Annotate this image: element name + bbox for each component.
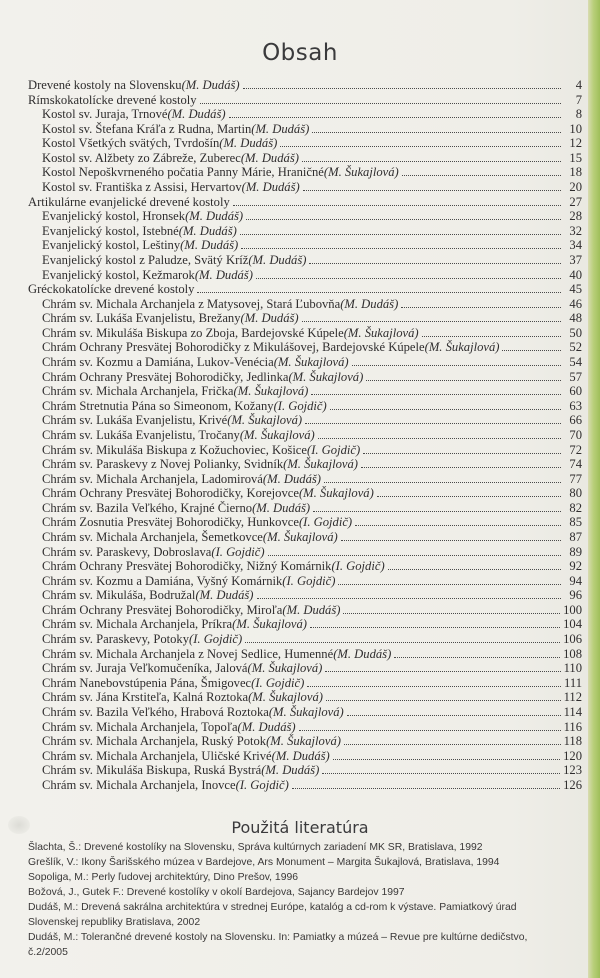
toc-entry-author: (M. Dudáš) [178,223,237,238]
toc-leader-dots [330,399,561,410]
toc-leader-dots [502,340,561,351]
toc-entry-title: Chrám sv. Michala Archanjela, Príkra [42,617,233,632]
toc-entry-title: Chrám Nanebovstúpenia Pána, Šmigovec [42,675,252,690]
literature-item: č.2/2005 [28,947,68,958]
toc-entry-author: (M. Šukajlová) [239,427,315,442]
toc-entry-page: 37 [569,252,582,267]
toc-entry-page: 50 [569,325,582,340]
toc-entry-page: 108 [563,646,582,661]
toc-entry-author: (M. Šukajlová) [424,340,500,355]
toc-entry-title: Chrám sv. Kozmu a Damiána, Lukov-Venécia [42,355,274,370]
toc-entry-title: Chrám sv. Lukáša Evanjelistu, Krivé [42,413,228,428]
toc-entry-author: (M. Šukajlová) [262,529,338,544]
toc-entry-author: (I. Gojdič) [282,573,336,588]
literature-item: Grešlík, V.: Ikony Šarišského múzea v Bardejove, Ars Monument – Margita Šukajlová, Bratislava, 1994 [28,857,500,868]
toc-entry-author: (M. Šukajlová) [283,457,358,472]
toc-leader-dots [366,370,561,381]
literature-item: Dudáš, M.: Drevená sakrálna architektúra v strednej Európe, katalóg a cd-rom k výstave. Pamiatkový úrad [28,902,517,913]
toc-entry-title: Rímskokatolícke drevené kostoly [28,92,197,107]
toc-leader-dots [257,588,562,599]
toc-entry-author: (I. Gojdič) [331,559,385,574]
toc-entry-title: Kostol sv. Františka z Assisi, Hervartov [42,180,242,195]
toc-entry-page: 18 [569,165,582,180]
toc-leader-dots [233,195,561,206]
toc-title: Obsah [262,40,338,66]
toc-leader-dots [355,515,561,526]
toc-leader-dots [341,530,561,541]
toc-entry-title: Chrám Ochrany Presvätej Bohorodičky z Mikulášovej, Bardejovské Kúpele [42,340,425,355]
toc-leader-dots [311,384,561,395]
toc-entry-author: (M. Dudáš) [185,209,244,224]
toc-leader-dots [318,428,561,439]
toc-entry-page: 15 [569,150,582,165]
toc-entry-page: 46 [569,296,582,311]
toc-leader-dots [245,632,560,643]
toc-entry-author: (M. Dudáš) [262,471,321,486]
literature-item: Šlachta, Š.: Drevené kostolíky na Slovensku, Správa kultúrnych zariadení MK SR, Bratislava, 1992 [28,842,483,853]
toc-entry-title: Drevené kostoly na Slovensku [28,78,182,92]
toc-entry-title: Chrám sv. Michala Archanjela, Ruský Potok [42,734,267,749]
toc-entry-title: Chrám sv. Michala Archanjela, Šemetkovce [42,529,263,544]
toc-leader-dots [302,151,561,162]
toc-entry-page: 40 [569,267,582,282]
toc-entry-page: 96 [569,588,582,603]
toc-entry-title: Chrám Ochrany Presvätej Bohorodičky, Jedlinka [42,369,289,384]
toc-leader-dots [313,501,561,512]
toc-entry [42,310,582,326]
toc-entry-author: (I. Gojdič) [211,544,265,559]
toc-leader-dots [246,209,561,220]
toc-leader-dots [243,78,561,89]
toc-entry-author: (M. Dudáš) [237,719,296,734]
toc-entry-author: (M. Šukajlová) [247,661,323,676]
toc-entry [42,558,582,574]
toc-leader-dots [344,734,561,745]
toc-leader-dots [312,122,561,133]
literature-item: Dudáš, M.: Tolerančné drevené kostoly na Slovensku. In: Pamiatky a múzeá – Revue pre kultúrne dedičstvo, [28,932,528,943]
toc-entry-title: Evanjelický kostol z Paludze, Svätý Kríž [42,252,249,267]
toc-leader-dots [309,253,561,264]
toc-entry-author: (I. Gojdič) [298,515,353,530]
toc-entry-page: 111 [564,675,582,690]
literature-item: Slovenskej republiky Bratislava, 2002 [28,917,201,928]
toc-entry-title: Evanjelický kostol, Leštiny [42,238,181,253]
toc-leader-dots [303,180,561,191]
toc-entry-author: (M. Šukajlová) [227,413,303,428]
toc-entry-page: 57 [569,369,582,384]
toc-entry-page: 20 [569,180,582,195]
toc-entry-page: 28 [569,209,582,224]
toc-leader-dots [333,749,560,760]
toc-entry-page: 118 [563,734,582,749]
toc-leader-dots [325,661,560,672]
toc-entry-page: 52 [569,340,582,355]
toc-entry-title: Chrám sv. Paraskevy, Potoky [42,632,190,647]
toc-entry-title: Chrám sv. Kozmu a Damiána, Vyšný Komárnik [42,573,283,588]
toc-entry-page: 66 [569,413,582,428]
toc-entry-page: 10 [569,121,582,136]
toc-entry-title: Chrám sv. Lukáša Evanjelistu, Tročany [42,427,240,442]
toc-entry-page: 74 [569,457,582,472]
toc-entry-page: 116 [563,719,582,734]
toc-entry-page: 82 [569,500,582,515]
toc-entry-author: (M. Šukajlová) [273,355,349,370]
toc-entry-author: (M. Šukajlová) [323,165,399,180]
toc-entry-author: (M. Dudáš) [333,646,392,661]
toc-entry-title: Evanjelický kostol, Istebné [42,223,179,238]
toc-entry-page: 112 [563,690,582,705]
toc-entry-page: 120 [563,748,582,763]
toc-leader-dots [324,472,561,483]
toc-leader-dots [200,93,561,104]
toc-entry-page: 8 [575,107,582,122]
toc-entry-title: Chrám sv. Michala Archanjela, Topoľa [42,719,238,734]
toc-leader-dots [401,297,561,308]
toc-entry-author: (I. Gojdič) [273,398,327,413]
toc-entry-title: Chrám sv. Mikuláša Biskupa, Ruská Bystrá [42,763,262,778]
toc-entry-author: (M. Dudáš) [195,588,254,603]
toc-entry-page: 72 [569,442,582,457]
toc-entry-title: Chrám sv. Bazila Veľkého, Krajné Čierno [42,500,253,515]
toc-entry-author: (M. Šukajlová) [288,369,364,384]
toc-entry-title: Gréckokatolícke drevené kostoly [28,282,195,297]
toc-entry-page: 27 [569,194,582,209]
toc-entry-title: Kostol Nepoškvrneného počatia Panny Márie, Hraničné [42,165,324,180]
toc-entry-page: 48 [569,311,582,326]
toc-entry-page: 89 [569,544,582,559]
toc-entry-author: (M. Dudáš) [180,238,239,253]
toc-leader-dots [240,224,561,235]
toc-entry-title: Chrám Ochrany Presvätej Bohorodičky, Korejovce [42,486,299,501]
toc-entry-title: Kostol Všetkých svätých, Tvrdošín [42,136,220,151]
toc-entry-title: Chrám sv. Jána Krstiteľa, Kalná Roztoka [42,690,249,705]
toc-entry-title: Chrám sv. Paraskevy, Dobroslava [42,544,212,559]
toc-entry-page: 126 [563,777,582,792]
toc-entry-title: Artikulárne evanjelické drevené kostoly [28,194,230,209]
toc-entry-title: Chrám sv. Mikuláša, Bodružal [42,588,196,603]
toc-entry-author: (M. Dudáš) [251,121,310,136]
toc-entry-page: 4 [575,78,582,92]
toc-entry [42,675,582,691]
toc-entry-title: Chrám Zosnutia Presvätej Bohorodičky, Hunkovce [42,515,299,530]
toc-entry-page: 32 [569,223,582,238]
toc-entry-page: 34 [569,238,582,253]
toc-entry-page: 70 [569,427,582,442]
toc-leader-dots [322,763,560,774]
toc-entry-author: (M. Šukajlová) [248,690,323,705]
toc-leader-dots [402,165,561,176]
toc-entry-author: (M. Dudáš) [261,763,320,778]
toc-entry-title: Chrám Ochrany Presvätej Bohorodičky, Miroľa [42,602,283,617]
toc-entry-page: 110 [563,661,582,676]
toc-leader-dots [197,282,561,293]
toc-leader-dots [388,559,561,570]
literature-list [28,840,588,960]
toc-leader-dots [422,326,561,337]
toc-entry-author: (M. Dudáš) [340,296,399,311]
toc-leader-dots [268,545,561,556]
toc-entry-page: 85 [569,515,582,530]
toc-entry-title: Evanjelický kostol, Kežmarok [42,267,195,282]
toc-entry-author: (M. Šukajlová) [233,384,309,399]
toc-entry-author: (I. Gojdič) [251,675,305,690]
toc-leader-dots [343,603,560,614]
toc-entry-author: (M. Dudáš) [241,180,300,195]
toc-entry-title: Chrám sv. Mikuláša Biskupa zo Zboja, Bardejovské Kúpele [42,325,344,340]
toc-entry-title: Chrám Ochrany Presvätej Bohorodičky, Nižný Komárnik [42,559,332,574]
toc-entry-page: 87 [569,529,582,544]
toc-entry-author: (M. Dudáš) [240,150,299,165]
toc-entry-page: 60 [569,384,582,399]
toc-leader-dots [326,690,561,701]
toc-entry-page: 104 [563,617,582,632]
toc-entry-page: 63 [569,398,582,413]
toc-entry-author: (I. Gojdič) [235,777,289,792]
toc-leader-dots [361,457,561,468]
toc-entry-author: (M. Dudáš) [282,602,341,617]
toc-entry-author: (I. Gojdič) [307,442,361,457]
toc-entry-page: 77 [569,471,582,486]
literature-title: Použitá literatúra [231,818,369,837]
toc-leader-dots [299,720,561,731]
toc-entry-title: Chrám sv. Juraja Veľkomučeníka, Jalová [42,661,248,676]
toc-entry-author: (M. Šukajlová) [343,325,419,340]
toc-leader-dots [394,647,560,658]
toc-entry-author: (M. Dudáš) [271,748,330,763]
toc-leader-dots [338,574,561,585]
toc-entry-title: Chrám sv. Michala Archanjela, Frička [42,384,234,399]
toc-entry-author: (M. Šukajlová) [266,734,341,749]
toc-entry-page: 12 [569,136,582,151]
toc-leader-dots [292,778,560,789]
toc-entry-author: (M. Dudáš) [252,500,311,515]
toc-entry-title: Chrám sv. Michala Archanjela, Inovce [42,777,236,792]
toc-leader-dots [307,676,561,687]
toc-entry-title: Chrám sv. Michala Archanjela, Ladomirová [42,471,263,486]
literature-item: Sopoliga, M.: Perly ľudovej architektúry, Dino Prešov, 1996 [28,872,299,883]
toc-entry-page: 80 [569,486,582,501]
toc-leader-dots [280,136,561,147]
toc-entry-page: 45 [569,282,582,297]
toc-entry-page: 114 [563,704,582,719]
toc-entry-author: (M. Dudáš) [194,267,253,282]
toc-entry-author: (M. Dudáš) [248,252,307,267]
toc-entry-title: Kostol sv. Juraja, Trnové [42,107,168,122]
toc-entry-author: (M. Dudáš) [240,311,299,326]
toc-entry-author: (I. Gojdič) [189,632,243,647]
toc-entry [42,427,582,443]
toc-entry-author: (M. Dudáš) [219,136,278,151]
toc-entry-title: Chrám Stretnutia Pána so Simeonom, Kožany [42,398,274,413]
toc-entry-page: 94 [569,573,582,588]
toc-entry-author: (M. Dudáš) [181,78,240,92]
toc-entry-title: Chrám sv. Michala Archanjela z Novej Sedlice, Humenné [42,646,334,661]
toc-leader-dots [241,238,561,249]
toc-entry-title: Chrám sv. Paraskevy z Novej Polianky, Svidník [42,457,284,472]
toc-leader-dots [302,311,561,322]
toc-entry [28,194,582,210]
toc-leader-dots [363,443,561,454]
toc-entry-page: 100 [563,602,582,617]
toc-entry [42,777,582,793]
toc-entry-title: Kostol sv. Štefana Kráľa z Rudna, Martin [42,121,252,136]
toc-leader-dots [310,617,560,628]
toc-leader-dots [352,355,561,366]
toc-entry-title: Chrám sv. Michala Archanjela, Uličské Krivé [42,748,272,763]
toc-entry-title: Chrám sv. Bazila Veľkého, Hrabová Roztoka [42,704,269,719]
toc-entry-author: (M. Šukajlová) [268,704,344,719]
toc-entry-page: 106 [563,632,582,647]
toc-leader-dots [256,268,561,279]
toc-entry-author: (M. Šukajlová) [298,486,374,501]
toc-leader-dots [229,107,561,118]
toc-leader-dots [377,486,561,497]
toc-entry-title: Kostol sv. Alžbety zo Zábreže, Zuberec [42,150,241,165]
toc-leader-dots [347,705,561,716]
toc-entry-page: 123 [563,763,582,778]
toc-entry-title: Evanjelický kostol, Hronsek [42,209,186,224]
toc-entry-page: 7 [575,92,582,107]
literature-item: Božová, J., Gutek F.: Drevené kostolíky v okolí Bardejova, Sajancy Bardejov 1997 [28,887,405,898]
toc-entry-title: Chrám sv. Lukáša Evanjelistu, Brežany [42,311,241,326]
toc-leader-dots [305,413,561,424]
toc-entry-page: 92 [569,559,582,574]
toc-entry-title: Chrám sv. Mikuláša Biskupa z Kožuchoviec, Košice [42,442,307,457]
toc-entry-author: (M. Šukajlová) [232,617,307,632]
toc-entry-page: 54 [569,355,582,370]
toc-entry-author: (M. Dudáš) [167,107,226,122]
toc-entry-title: Chrám sv. Michala Archanjela z Matysovej, Stará Ľubovňa [42,296,341,311]
